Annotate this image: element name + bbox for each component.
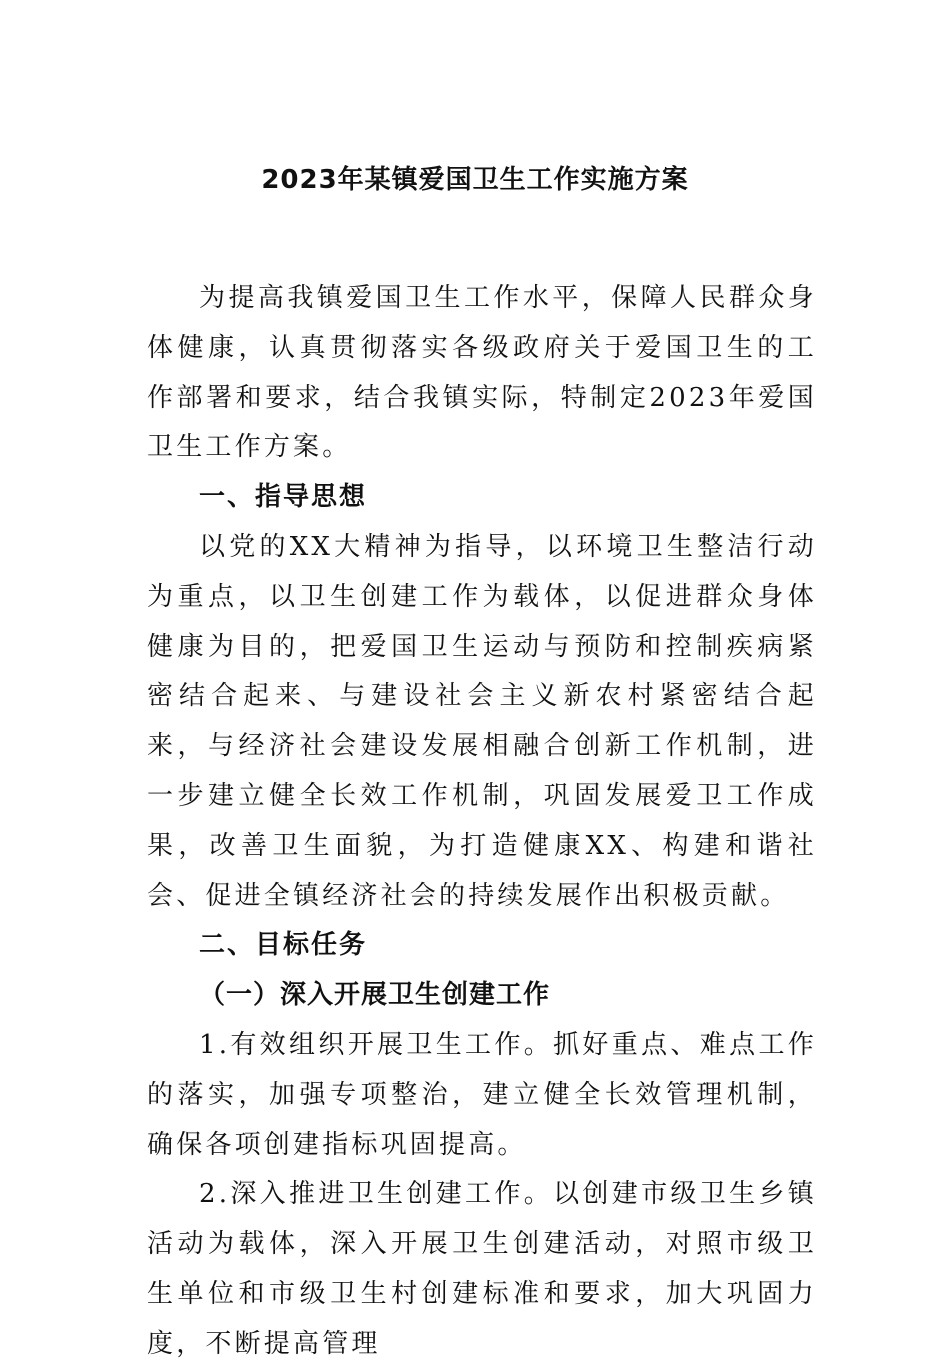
subsection-heading-health-creation: （一）深入开展卫生创建工作	[199, 980, 551, 1011]
task-item-2: 2.深入推进卫生创建工作。以创建市级卫生乡镇活动为载体，深入开展卫生创建活动，对照市级卫生单位和市级卫生村创建标准和要求，加大巩固力度，不断提高管理	[147, 1179, 817, 1359]
section-heading-goals-tasks: 二、目标任务	[199, 930, 368, 961]
intro-paragraph: 为提高我镇爱国卫生工作水平，保障人民群众身体健康，认真贯彻落实各级政府关于爱国卫生的工作部署和要求，结合我镇实际，特制定2023年爱国卫生工作方案。	[147, 283, 817, 463]
document-title: 2023年某镇爱国卫生工作实施方案	[261, 165, 689, 195]
guiding-ideology-paragraph: 以党的XX大精神为指导，以环境卫生整洁行动为重点，以卫生创建工作为载体，以促进群众身体健康为目的，把爱国卫生运动与预防和控制疾病紧密结合起来、与建设社会主义新农村紧密结合起来，与经济社会建设发展相融合创新工作机制，进一步建立健全长效工作机制，巩固发展爱卫工作成果，改善卫生面貌，为打造健康XX、构建和谐社会、促进全镇经济社会的持续发展作出积极贡献。	[147, 531, 817, 911]
task-item-1: 1.有效组织开展卫生工作。抓好重点、难点工作的落实，加强专项整治，建立健全长效管理机制，确保各项创建指标巩固提高。	[147, 1029, 817, 1160]
document-body	[147, 274, 817, 1370]
section-heading-guiding-ideology: 一、指导思想	[199, 482, 368, 513]
